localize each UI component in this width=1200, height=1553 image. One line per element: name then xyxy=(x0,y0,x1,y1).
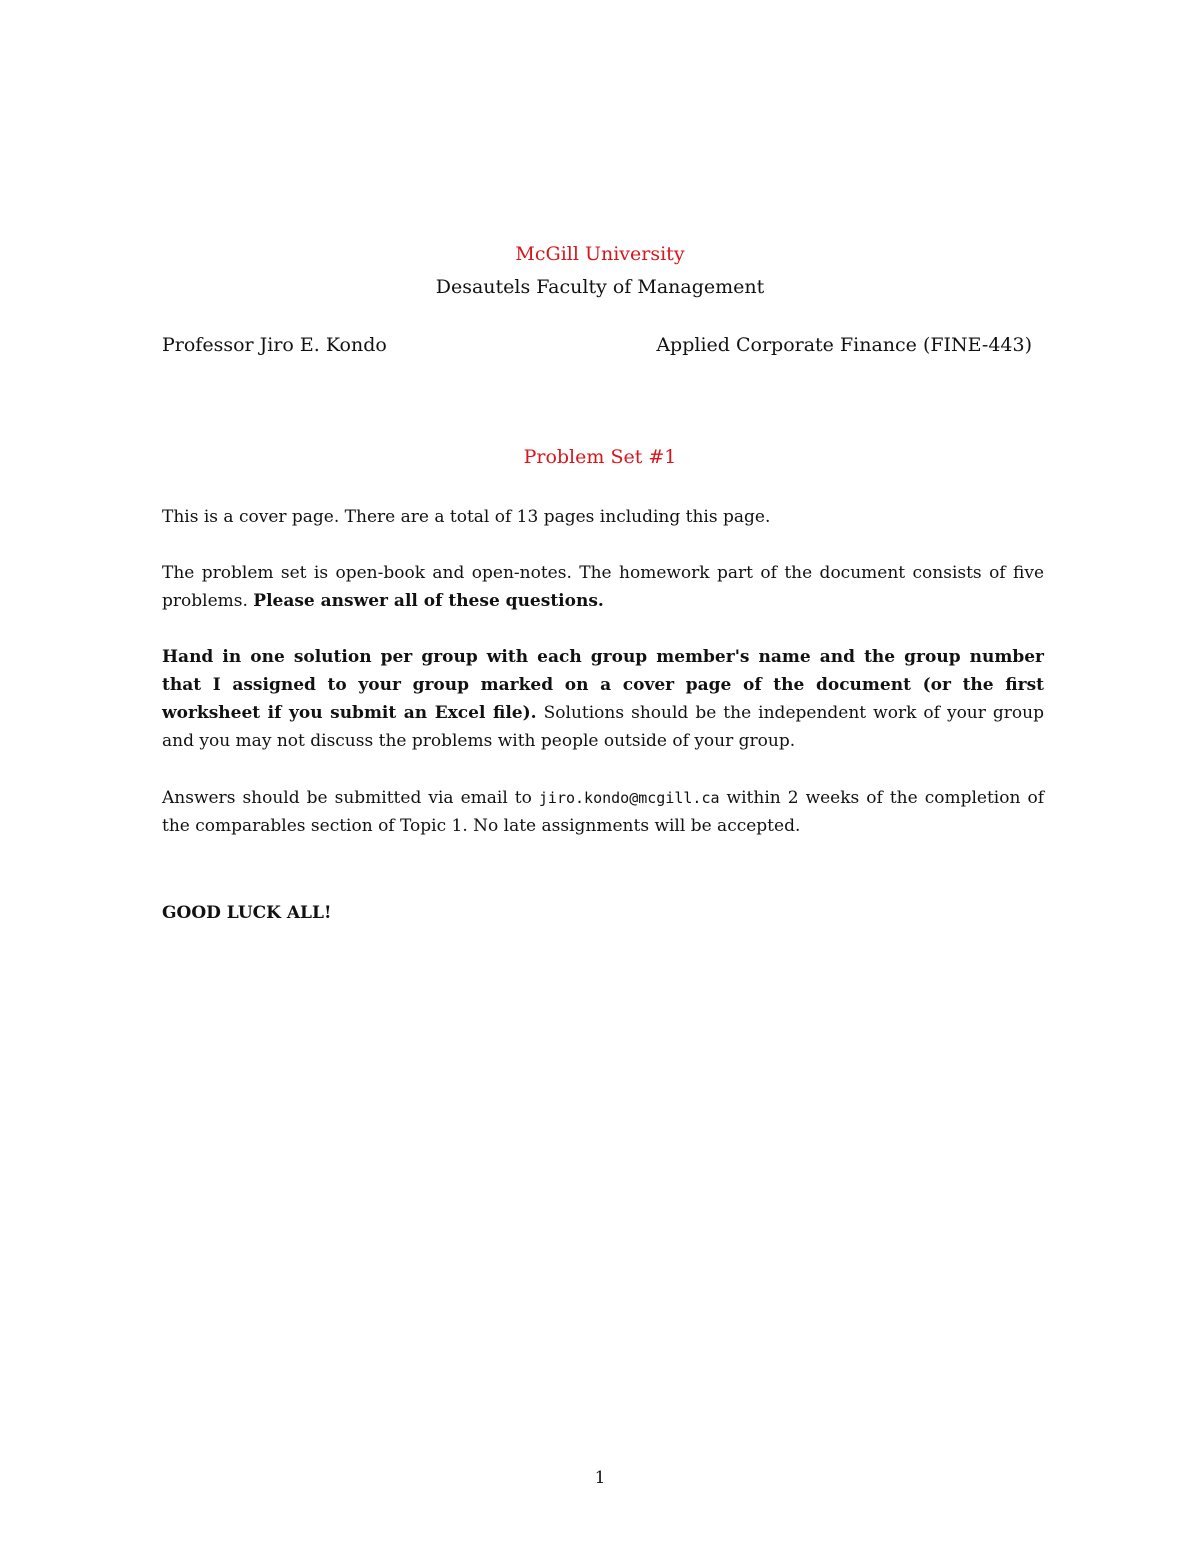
paragraph-cover-info xyxy=(162,503,1044,531)
paragraph-rules-text: The problem set is open-book and open-notes. The homework part of the document consists of five problems. xyxy=(162,563,1044,611)
course-name: Applied Corporate Finance (FINE-443) xyxy=(656,334,1032,356)
paragraph-cover-info-text: This is a cover page. There are a total of 13 pages including this page. xyxy=(162,507,771,527)
paragraph-submission xyxy=(162,643,1044,755)
document-title: Problem Set #1 xyxy=(523,446,677,468)
university-name: McGill University xyxy=(515,243,685,265)
paragraph-rules-emphasis: Please answer all of these questions. xyxy=(253,591,604,611)
faculty-name: Desautels Faculty of Management xyxy=(435,276,765,298)
contact-email: jiro.kondo@mcgill.ca xyxy=(538,789,720,807)
paragraph-deadline-text-before: Answers should be submitted via email to xyxy=(162,788,539,808)
paragraph-rules xyxy=(162,559,1044,615)
page-number: 1 xyxy=(594,1468,606,1488)
course-header-row xyxy=(162,331,1032,359)
paragraph-submission-text: Solutions should be the independent work of your group and you may not discuss the problems with people outside of your group. xyxy=(162,703,1044,751)
closing-message: GOOD LUCK ALL! xyxy=(162,903,332,923)
paragraph-submission-emphasis: Hand in one solution per group with each group member's name and the group number that I assigned to your group marked on a cover page of the document (or the first worksheet if you submit an Excel file). xyxy=(162,647,1044,723)
paragraph-deadline xyxy=(162,784,1044,840)
paragraph-deadline-text-after: within 2 weeks of the completion of the comparables section of Topic 1. No late assignments will be accepted. xyxy=(162,788,1044,836)
professor-name: Professor Jiro E. Kondo xyxy=(162,334,387,356)
